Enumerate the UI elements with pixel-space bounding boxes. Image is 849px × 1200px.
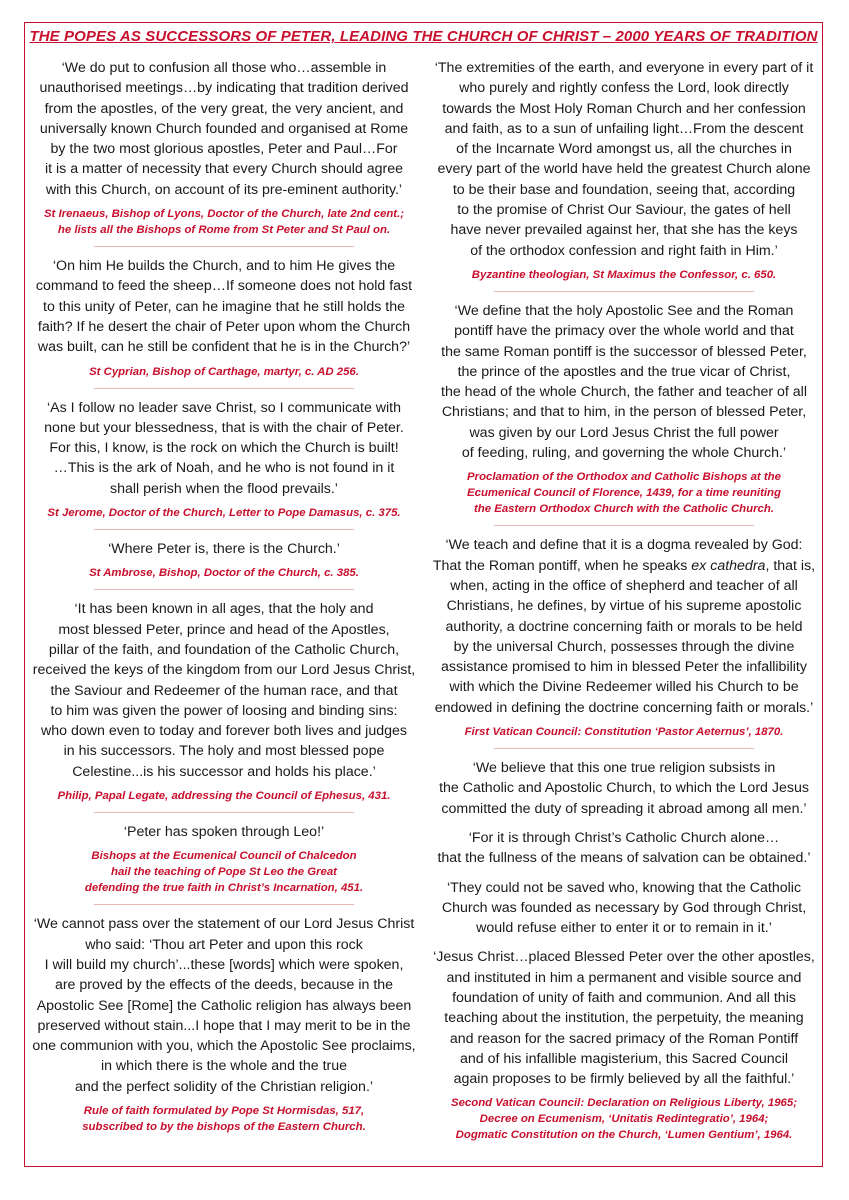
text-line: by the universal Church, possesses through the divine <box>453 638 795 655</box>
text-line: ‘We do put to confusion all those who…assemble in <box>61 60 387 76</box>
page-title: THE POPES AS SUCCESSORS OF PETER, LEADING THE CHURCH OF CHRIST – 2000 YEARS OF TRADITION <box>29 28 818 45</box>
text-line: ‘For it is through Christ’s Catholic Church alone… <box>468 829 780 846</box>
text-line: hail the teaching of Pope St Leo the Great <box>111 866 337 879</box>
text-line: Second Vatican Council: Declaration on Religious Liberty, 1965; <box>450 1097 797 1110</box>
text-line: who said: ‘Thou art Peter and upon this rock <box>85 936 363 953</box>
text-line: For this, I know, is the rock on which the Church is built! <box>49 440 399 457</box>
quote-block <box>28 599 420 804</box>
text-line: ‘We define that the holy Apostolic See and the Roman <box>454 302 794 319</box>
text-line: ‘Peter has spoken through Leo!’ <box>123 824 325 841</box>
text-line: unauthorised meetings…by indicating that tradition derived <box>39 80 409 97</box>
quote-attribution <box>28 1103 420 1135</box>
divider <box>94 529 354 530</box>
text-line: Christians; and that to him, in the person of blessed Peter, <box>441 404 807 421</box>
text-line: in his successors. The holy and most blessed pope <box>63 743 385 760</box>
text-line: towards the Most Holy Roman Church and her confession <box>442 100 806 117</box>
quote-block <box>428 58 820 283</box>
divider <box>94 388 354 389</box>
text-line: Ecumenical Council of Florence, 1439, for a time reuniting <box>467 487 781 500</box>
text-line: St Ambrose, Bishop, Doctor of the Church, c. 385. <box>89 567 359 580</box>
quote-block <box>428 535 820 740</box>
quote-attribution <box>428 469 820 517</box>
divider <box>494 291 754 292</box>
text-line: and of his infallible magisterium, this Sacred Council <box>459 1050 789 1067</box>
text-line: from the apostles, of the very great, the very ancient, and <box>44 100 404 117</box>
quote-attribution <box>28 364 420 380</box>
text-line: pillar of the faith, and foundation of the Catholic Church, <box>48 641 400 658</box>
text-line: and the perfect solidity of the Christian religion.’ <box>74 1078 374 1095</box>
right-column <box>428 58 820 1143</box>
quote-text <box>428 301 820 463</box>
text-line: St Cyprian, Bishop of Carthage, martyr, c. AD 256. <box>89 365 359 378</box>
quote-text <box>428 758 820 819</box>
text-line: the head of the whole Church, the father and teacher of all <box>441 384 807 401</box>
text-line: command to feed the sheep…If someone does not hold fast <box>35 278 413 295</box>
divider <box>94 904 354 905</box>
text-line: Rule of faith formulated by Pope St Hormisdas, 517, <box>83 1104 365 1117</box>
quote-block <box>28 398 420 521</box>
divider <box>94 589 354 590</box>
text-line: Proclamation of the Orthodox and Catholic Bishops at the <box>467 471 781 484</box>
quote-text <box>428 58 820 261</box>
quote-attribution <box>28 848 420 896</box>
quote-text <box>28 256 420 357</box>
text-line: who purely and rightly confess the Lord, look directly <box>459 80 789 97</box>
text-line: was given by our Lord Jesus Christ the full power <box>469 424 779 441</box>
text-line: First Vatican Council: Constitution ‘Pastor Aeternus’, 1870. <box>464 726 784 739</box>
text-line: ‘Where Peter is, there is the Church.’ <box>108 541 340 558</box>
text-line: the Saviour and Redeemer of the human race, and that <box>50 682 398 699</box>
quote-text <box>28 539 420 559</box>
text-line: I will build my church’...these [words] which were spoken, <box>44 956 404 973</box>
text-line: would refuse either to enter it or to remain in it.’ <box>476 920 772 937</box>
text-line: of feeding, ruling, and governing the whole Church.’ <box>461 445 787 462</box>
quote-text <box>28 822 420 842</box>
quote-text <box>28 599 420 782</box>
left-column <box>28 58 420 1135</box>
text-line: endowed in defining the doctrine concerning faith or morals.’ <box>434 699 814 716</box>
text-line: universally known Church founded and organised at Rome <box>39 120 409 137</box>
text-line: faith? If he desert the chair of Peter upon whom the Church <box>37 318 411 335</box>
text-line: preserved without stain...I hope that I may merit to be in the <box>37 1017 411 1034</box>
text-line: in which there is the whole and the true <box>100 1058 348 1075</box>
quote-attribution <box>428 267 820 283</box>
text-line: ‘It has been known in all ages, that the holy and <box>74 601 374 618</box>
quote-text <box>28 58 420 200</box>
text-line: Decree on Ecumenism, ‘Unitatis Redintegratio’, 1964; <box>479 1113 769 1126</box>
quote-block <box>28 822 420 896</box>
text-line: the prince of the apostles and the true vicar of Christ, <box>457 363 791 380</box>
text-line: and instituted in him a permanent and visible source and <box>446 969 802 986</box>
text-line: when, acting in the office of shepherd and teacher of all <box>450 577 798 594</box>
text-line: Philip, Papal Legate, addressing the Council of Ephesus, 431. <box>57 790 391 803</box>
quote-text <box>428 535 820 718</box>
text-line: defending the true faith in Christ’s Incarnation, 451. <box>84 882 364 895</box>
text-line: ‘We cannot pass over the statement of our Lord Jesus Christ <box>33 916 415 933</box>
text-line: the Catholic and Apostolic Church, to which the Lord Jesus <box>439 780 809 797</box>
text-line: and faith, as to a sun of unfailing light…From the descent <box>444 120 804 137</box>
text-line: ‘We teach and define that it is a dogma revealed by God: <box>445 537 803 554</box>
text-line: pontiff have the primacy over the whole world and that <box>454 323 794 340</box>
text-line: of the orthodox confession and right faith in Him.’ <box>470 242 778 259</box>
text-line: with which the Divine Redeemer willed his Church to be <box>449 679 799 696</box>
text-line: who down even to today and forever both lives and judges <box>41 723 407 740</box>
text-line: are proved by the effects of the deeds, because in the <box>54 977 394 994</box>
text-line: Church was founded as necessary by God through Christ, <box>441 899 807 916</box>
quote-block <box>28 914 420 1135</box>
text-line: and reason for the sacred primacy of the Roman Pontiff <box>449 1030 799 1047</box>
text-line: the Eastern Orthodox Church with the Catholic Church. <box>474 503 774 516</box>
text-line: ‘On him He builds the Church, and to him He gives the <box>52 258 396 275</box>
text-line: Christians, he defines, by virtue of his supreme apostolic <box>446 598 802 615</box>
quote-block <box>28 58 420 238</box>
text-line: to him was given the power of loosing and binding sins: <box>50 702 398 719</box>
text-line: teaching about the institution, the perpetuity, the meaning <box>444 1010 804 1027</box>
quote-attribution <box>28 505 420 521</box>
text-line: the same Roman pontiff is the successor of blessed Peter, <box>441 343 807 360</box>
text-line: to this unity of Peter, can he imagine that he still holds the <box>43 298 405 315</box>
divider <box>494 748 754 749</box>
text-line: was built, can he still be confident that he is in the Church?’ <box>37 339 411 356</box>
text-line: none but your blessedness, that is with the chair of Peter. <box>44 419 404 436</box>
text-line: ‘The extremities of the earth, and everyone in every part of it <box>434 60 814 76</box>
divider <box>494 525 754 526</box>
text-line: …This is the ark of Noah, and he who is not found in it <box>53 460 395 477</box>
text-line: again proposes to be firmly believed by all the faithful.’ <box>453 1071 795 1088</box>
divider <box>94 246 354 247</box>
text-line: with this Church, on account of its pre-eminent authority.’ <box>45 181 403 198</box>
text-line: of the Incarnate Word amongst us, all the churches in <box>456 141 792 158</box>
text-line: ‘We believe that this one true religion subsists in <box>472 760 776 777</box>
text-line: by the two most glorious apostles, Peter and Paul…For <box>50 141 398 158</box>
quote-block <box>428 758 820 1143</box>
text-line: every part of the world have held the greatest Church alone <box>437 161 811 178</box>
text-line: St Jerome, Doctor of the Church, Letter to Pope Damasus, c. 375. <box>47 507 401 520</box>
quote-attribution <box>28 788 420 804</box>
text-line: it is a matter of necessity that every Church should agree <box>44 161 403 178</box>
quote-block <box>28 539 420 581</box>
quote-attribution <box>28 206 420 238</box>
text-line: St Irenaeus, Bishop of Lyons, Doctor of the Church, late 2nd cent.; <box>43 208 405 221</box>
text-line: most blessed Peter, prince and head of the Apostles, <box>58 621 390 638</box>
text-line: committed the duty of spreading it abroad among all men.’ <box>441 800 807 817</box>
quote-attribution <box>28 565 420 581</box>
text-line: have never prevailed against her, that she has the keys <box>450 222 798 239</box>
text-line: subscribed to by the bishops of the Eastern Church. <box>82 1120 366 1133</box>
text-line: Dogmatic Constitution on the Church, ‘Lumen Gentium’, 1964. <box>455 1129 793 1142</box>
text-line: ‘Jesus Christ…placed Blessed Peter over the other apostles, <box>433 949 815 966</box>
text-line: Byzantine theologian, St Maximus the Confessor, c. 650. <box>471 268 777 281</box>
text-line: ‘As I follow no leader save Christ, so I communicate with <box>46 399 402 416</box>
quote-text <box>28 398 420 499</box>
text-line: Apostolic See [Rome] the Catholic religion has always been <box>36 997 412 1014</box>
text-line: to be their base and foundation, seeing that, according <box>452 181 796 198</box>
text-line: to the promise of Christ Our Saviour, the gates of hell <box>457 202 791 219</box>
text-line: foundation of unity of faith and communion. And all this <box>452 989 796 1006</box>
text-line: Celestine...is his successor and holds his place.’ <box>72 763 376 780</box>
quote-text <box>28 914 420 1097</box>
text-line: assistance promised to him in blessed Peter the infallibility <box>441 659 807 676</box>
text-line: he lists all the Bishops of Rome from St Peter and St Paul on. <box>57 224 391 237</box>
text-line: shall perish when the flood prevails.’ <box>110 480 338 497</box>
text-line: one communion with you, which the Apostolic See proclaims, <box>32 1038 416 1055</box>
quote-text <box>428 878 820 939</box>
quote-text <box>428 828 820 869</box>
quote-attribution <box>428 724 820 740</box>
quote-block <box>428 301 820 517</box>
quote-attribution <box>428 1095 820 1143</box>
text-line: That the Roman pontiff, when he speaks ex cathedra, that is, <box>432 557 816 574</box>
text-line: Bishops at the Ecumenical Council of Chalcedon <box>91 850 357 863</box>
divider <box>94 812 354 813</box>
text-line: ‘They could not be saved who, knowing that the Catholic <box>446 879 802 896</box>
quote-block <box>28 256 420 379</box>
text-line: received the keys of the kingdom from our Lord Jesus Christ, <box>32 662 416 679</box>
quote-text <box>428 947 820 1089</box>
text-line: authority, a doctrine concerning faith or morals to be held <box>445 618 803 635</box>
text-line: that the fullness of the means of salvation can be obtained.’ <box>437 850 811 867</box>
